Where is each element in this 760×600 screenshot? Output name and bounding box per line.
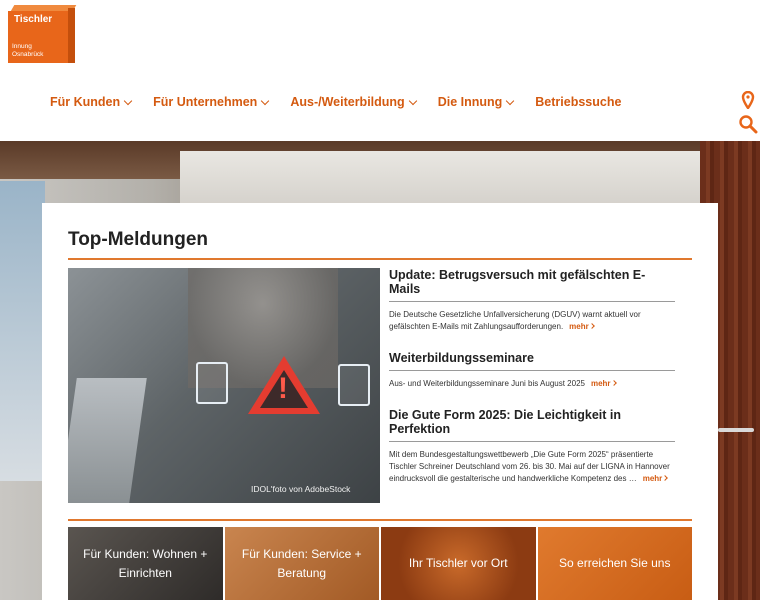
logo-cube-side <box>68 8 75 63</box>
nav-label: Aus-/Weiterbildung <box>290 95 405 109</box>
chevron-down-icon <box>124 96 132 104</box>
news-teaser-text: Mit dem Bundesgestaltungswettbewerb „Die Gute Form 2025“ präsentierte Tischler Schreiner Deutschland vom 26. bis 30. Mai auf der LIGNA in Hannover eindrucksvoll die gestalterische und handwerkliche Kompetenz des … <box>389 450 670 483</box>
teaser-tiles <box>68 527 692 600</box>
nav-label: Für Unternehmen <box>153 95 258 109</box>
document-icon <box>196 362 228 404</box>
tile-tischler-vor-ort[interactable] <box>381 527 536 600</box>
nav-fuer-unternehmen[interactable] <box>153 95 268 109</box>
tile-label: So erreichen Sie uns <box>559 556 671 570</box>
chevron-down-icon <box>506 96 514 104</box>
news-image[interactable] <box>68 268 380 503</box>
chevron-down-icon <box>408 96 416 104</box>
top-news-panel <box>42 203 718 600</box>
tile-label: Für Kunden: Wohnen + Einrichten <box>83 546 208 580</box>
news-teaser-text: Aus- und Weiterbildungsseminare Juni bis August 2025 <box>389 379 585 388</box>
more-link[interactable] <box>569 322 594 331</box>
site-header <box>0 0 760 141</box>
news-item <box>389 268 675 333</box>
logo-line-osnabrueck: Osnabrück <box>12 51 44 58</box>
tile-label: Für Kunden: Service + Beratung <box>241 546 362 580</box>
divider <box>68 519 692 521</box>
nav-label: Für Kunden <box>50 95 121 109</box>
news-item <box>389 351 675 390</box>
tischler-innung-logo[interactable] <box>8 5 74 63</box>
news-title[interactable]: Die Gute Form 2025: Die Leichtigkeit in Perfektion <box>389 408 675 442</box>
logo-text-tischler: Tischler <box>14 14 53 25</box>
news-item <box>389 408 675 485</box>
image-credit: IDOL'foto von AdobeStock <box>251 484 351 494</box>
nav-aus-weiterbildung[interactable] <box>290 95 415 109</box>
hero-door-handle <box>718 428 754 432</box>
news-title[interactable]: Update: Betrugsversuch mit gefälschten E-Mails <box>389 268 675 302</box>
nav-die-innung[interactable] <box>438 95 514 109</box>
location-pin-icon[interactable] <box>738 90 758 110</box>
nav-fuer-kunden[interactable] <box>50 95 131 109</box>
more-link[interactable] <box>591 379 616 388</box>
image-laptop <box>68 378 147 503</box>
more-label: mehr <box>590 379 611 388</box>
nav-label: Die Innung <box>437 95 503 109</box>
tile-so-erreichen-sie-uns[interactable] <box>538 527 693 600</box>
search-icon[interactable] <box>738 114 758 134</box>
chevron-right-icon <box>589 323 595 329</box>
more-label: mehr <box>642 474 663 483</box>
news-teaser <box>389 378 675 390</box>
nav-label: Betriebssuche <box>535 95 622 109</box>
news-title[interactable]: Weiterbildungsseminare <box>389 351 675 371</box>
nav-betriebssuche[interactable] <box>535 95 621 109</box>
tile-service-beratung[interactable] <box>225 527 380 600</box>
news-teaser <box>389 449 675 485</box>
chevron-down-icon <box>261 96 269 104</box>
more-link[interactable] <box>643 474 668 483</box>
main-navigation <box>50 95 643 109</box>
news-list <box>389 268 675 495</box>
document-icon <box>338 364 370 406</box>
page-title: Top-Meldungen <box>68 229 209 250</box>
logo-line-innung: Innung <box>12 43 32 50</box>
divider <box>68 258 692 260</box>
exclamation-mark: ! <box>278 372 288 405</box>
hero-window <box>0 181 45 481</box>
news-teaser-text: Die Deutsche Gesetzliche Unfallversicherung (DGUV) warnt aktuell vor gefälschten E-Mails mit Zahlungsaufforderungen. <box>389 310 641 331</box>
more-label: mehr <box>569 322 589 331</box>
chevron-right-icon <box>611 380 617 386</box>
news-teaser <box>389 309 675 333</box>
logo-text-innung <box>12 43 43 59</box>
chevron-right-icon <box>662 475 668 481</box>
tile-wohnen-einrichten[interactable] <box>68 527 223 600</box>
tile-label: Ihr Tischler vor Ort <box>408 556 508 570</box>
